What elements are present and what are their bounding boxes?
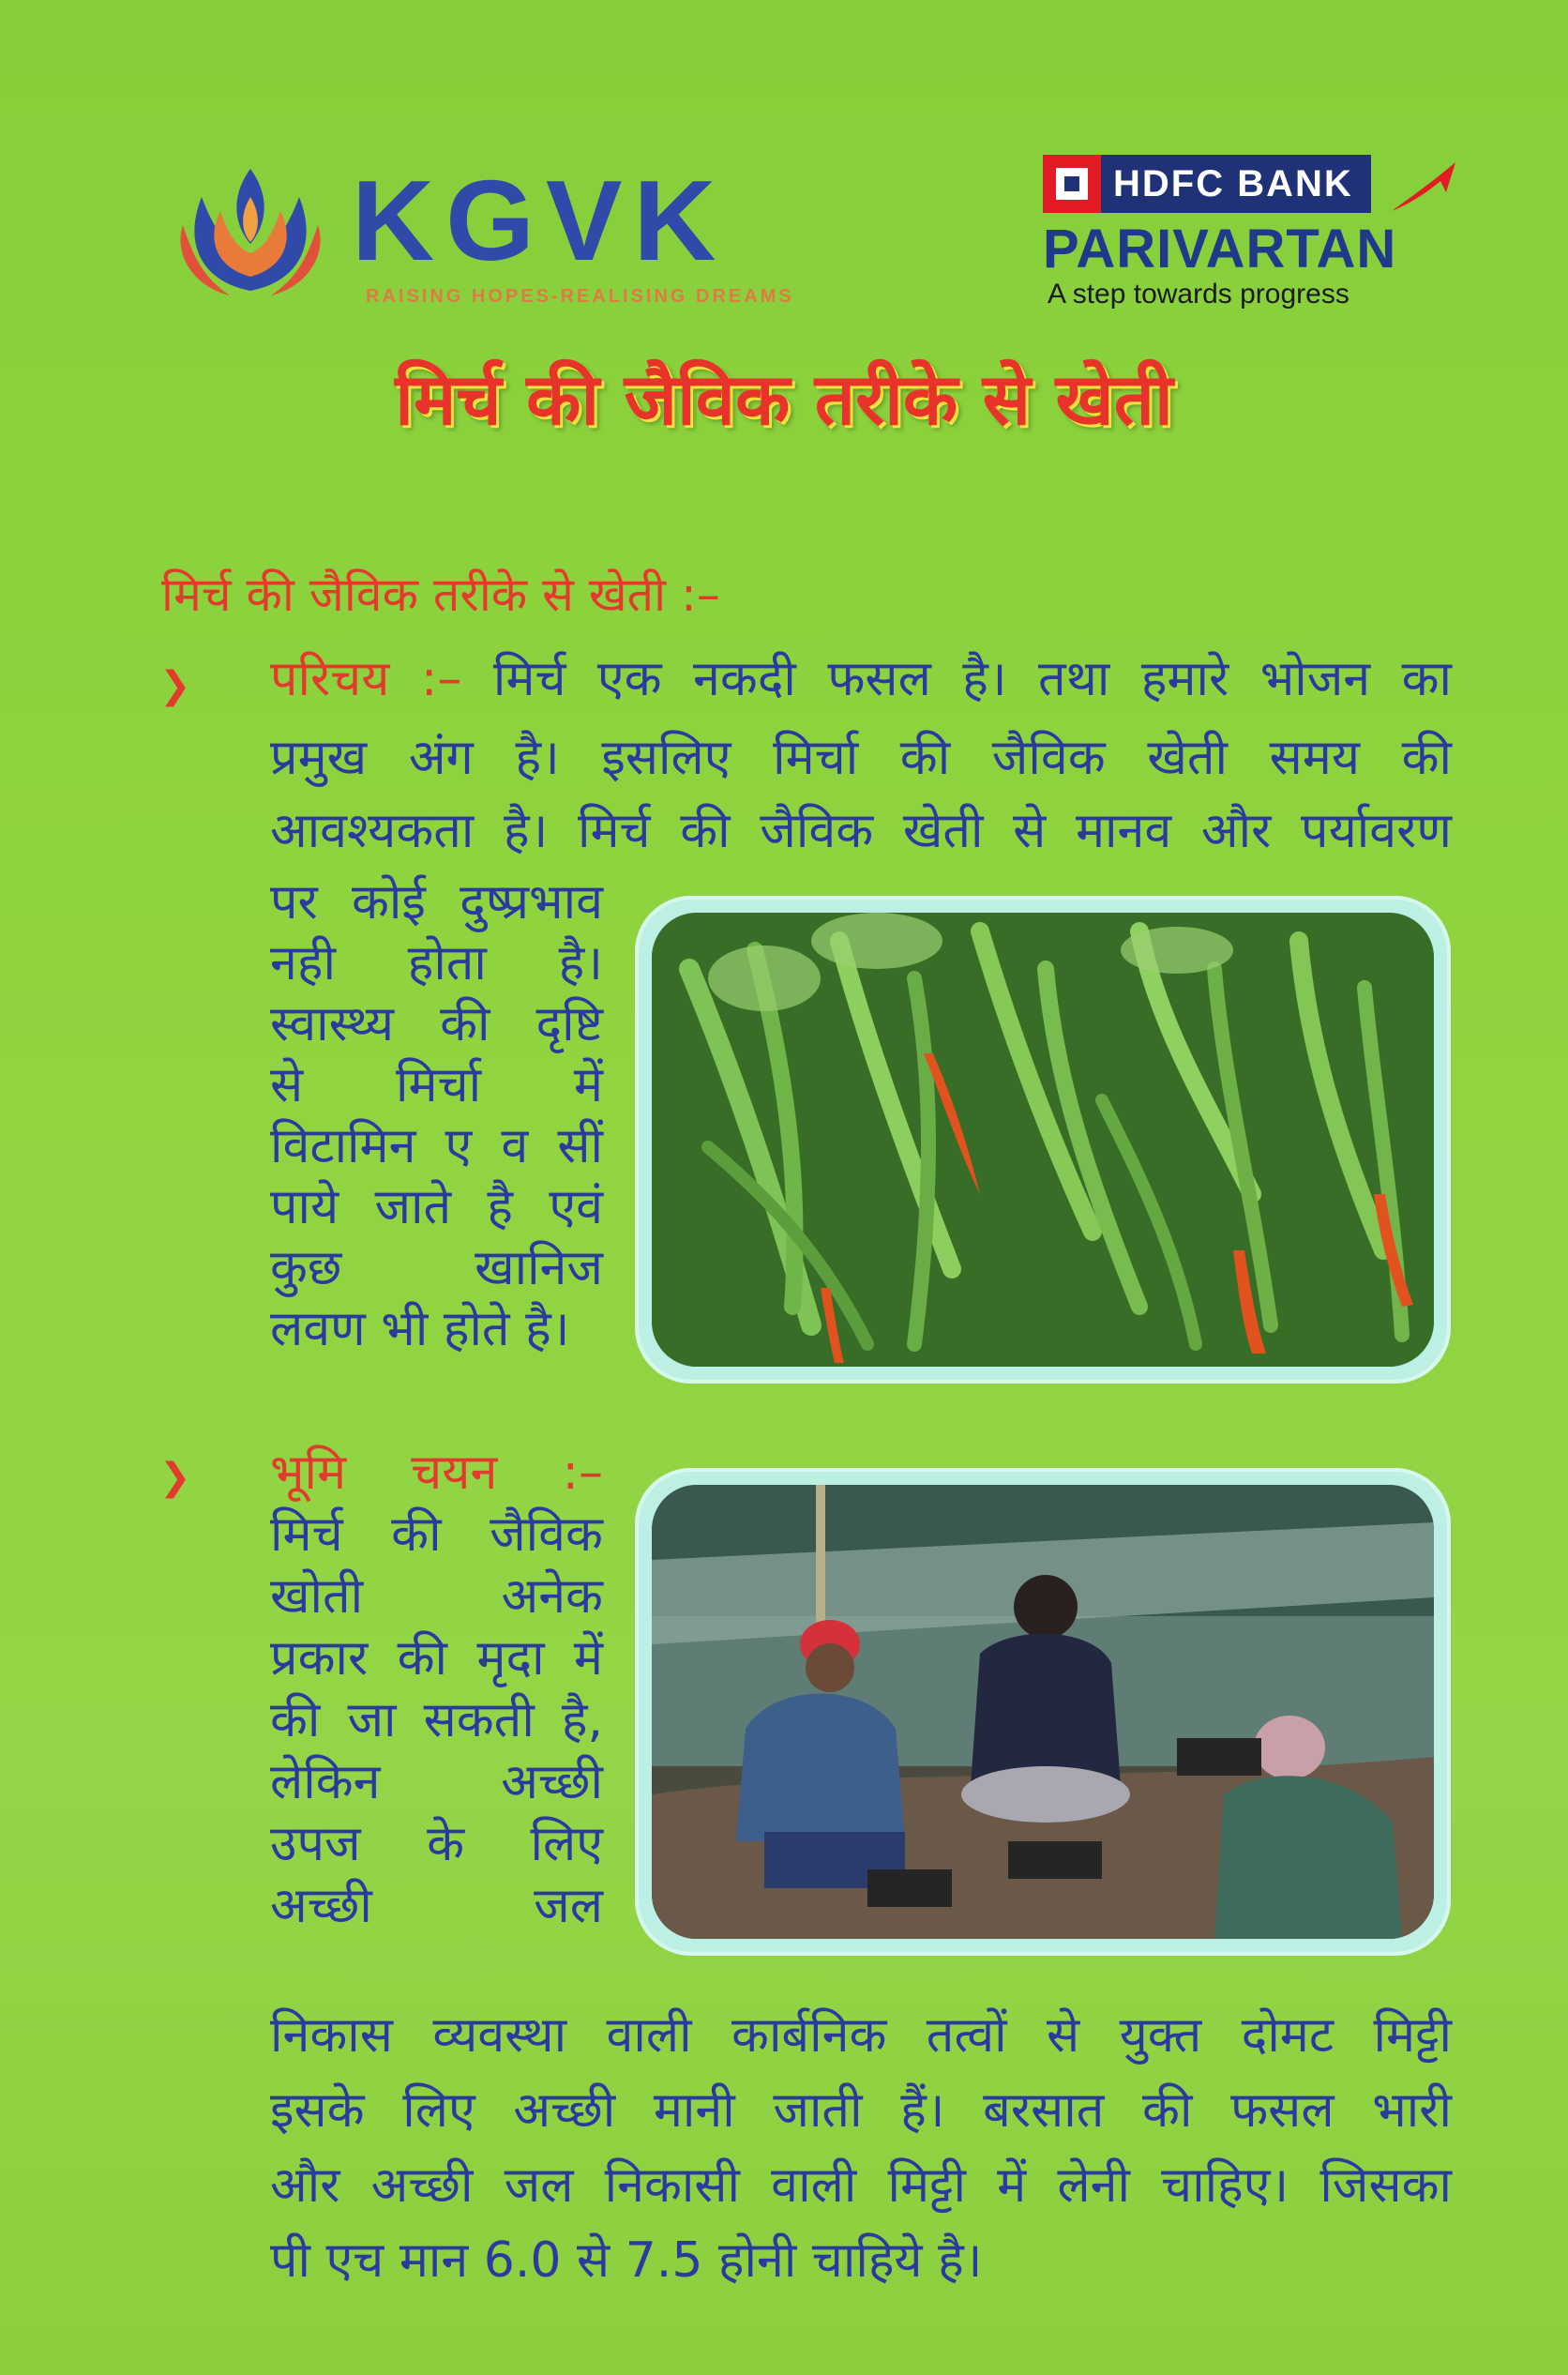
chilli-plant-photo-frame bbox=[635, 896, 1451, 1384]
land-column-line: प्रकार की मृदा में bbox=[270, 1630, 603, 1687]
land-column-line: की जा सकती है, bbox=[270, 1692, 603, 1748]
nursery-workers-photo bbox=[652, 1485, 1434, 1939]
intro-column-line: लवण भी होते है। bbox=[270, 1301, 570, 1357]
red-arrow-icon bbox=[1390, 155, 1465, 230]
parivartan-wordmark: PARIVARTAN bbox=[1043, 219, 1397, 280]
bullet-arrow-icon: ❯ bbox=[159, 664, 191, 707]
land-label: भूमि चयन :– bbox=[270, 1445, 603, 1501]
intro-column-line: कुछ खानिज bbox=[270, 1240, 603, 1296]
page-title: मिर्च की जैविक तरीके से खेती bbox=[395, 357, 1173, 441]
kgvk-wordmark: KGVK bbox=[352, 157, 728, 284]
land-paragraph-continued bbox=[270, 2007, 1452, 2307]
hdfc-parivartan-logo bbox=[1043, 155, 1455, 319]
intro-label: परिचय :– bbox=[270, 651, 462, 707]
intro-column-line: से मिर्चा में bbox=[270, 1057, 603, 1113]
kgvk-flame-emblem-icon bbox=[164, 159, 338, 300]
land-column-line: मिर्च की जैविक bbox=[270, 1506, 603, 1563]
land-column-line: खोती अनेक bbox=[270, 1568, 603, 1625]
land-full-line: पी एच मान 6.0 से 7.5 होनी चाहिये है। bbox=[270, 2232, 983, 2289]
land-full-line: इसके लिए अच्छी मानी जाती हैं। बरसात की फसल भारी bbox=[270, 2082, 1452, 2139]
intro-column-line: नही होता है। bbox=[270, 935, 603, 991]
hdfc-square-icon bbox=[1043, 155, 1101, 213]
land-column-text bbox=[270, 1445, 603, 1940]
parivartan-tagline: A step towards progress bbox=[1048, 279, 1349, 310]
kgvk-logo bbox=[164, 155, 802, 310]
section-heading: मिर्च की जैविक तरीके से खेती :– bbox=[161, 567, 720, 622]
land-column-line: अच्छी जल bbox=[270, 1878, 603, 1934]
land-full-line: और अच्छी जल निकासी वाली मिट्टी में लेनी चाहिए। जिसका bbox=[270, 2157, 1452, 2214]
intro-line-2: प्रमुख अंग है। इसलिए मिर्चा की जैविक खेती समय की bbox=[270, 730, 1452, 786]
kgvk-tagline: RAISING HOPES-REALISING DREAMS bbox=[366, 286, 794, 307]
intro-line-3: आवश्यकता है। मिर्च की जैविक खेती से मानव और पर्यावरण bbox=[270, 803, 1452, 859]
intro-line-1 bbox=[270, 651, 1452, 708]
intro-column-line: पर कोई दुष्प्रभाव bbox=[270, 874, 603, 930]
hdfc-bank-name: HDFC BANK bbox=[1113, 163, 1353, 204]
intro-column-line: पाये जाते है एवं bbox=[270, 1179, 603, 1235]
land-full-line: निकास व्यवस्था वाली कार्बनिक तत्वों से युक्त दोमट मिट्टी bbox=[270, 2007, 1452, 2064]
chilli-plant-photo bbox=[652, 913, 1434, 1367]
intro-line-1-text: मिर्च एक नकदी फसल है। तथा हमारे भोजन का bbox=[492, 651, 1453, 707]
hdfc-bank-banner bbox=[1043, 155, 1371, 213]
intro-column-line: स्वास्थ्य की दृष्टि bbox=[270, 996, 603, 1052]
intro-column-line: विटामिन ए व सीं bbox=[270, 1118, 603, 1174]
land-column-line: लेकिन अच्छी bbox=[270, 1754, 603, 1810]
bullet-arrow-icon: ❯ bbox=[159, 1456, 191, 1499]
nursery-workers-photo-frame bbox=[635, 1468, 1451, 1956]
land-column-line: उपज के लिए bbox=[270, 1816, 603, 1872]
intro-column-text bbox=[270, 874, 603, 1362]
